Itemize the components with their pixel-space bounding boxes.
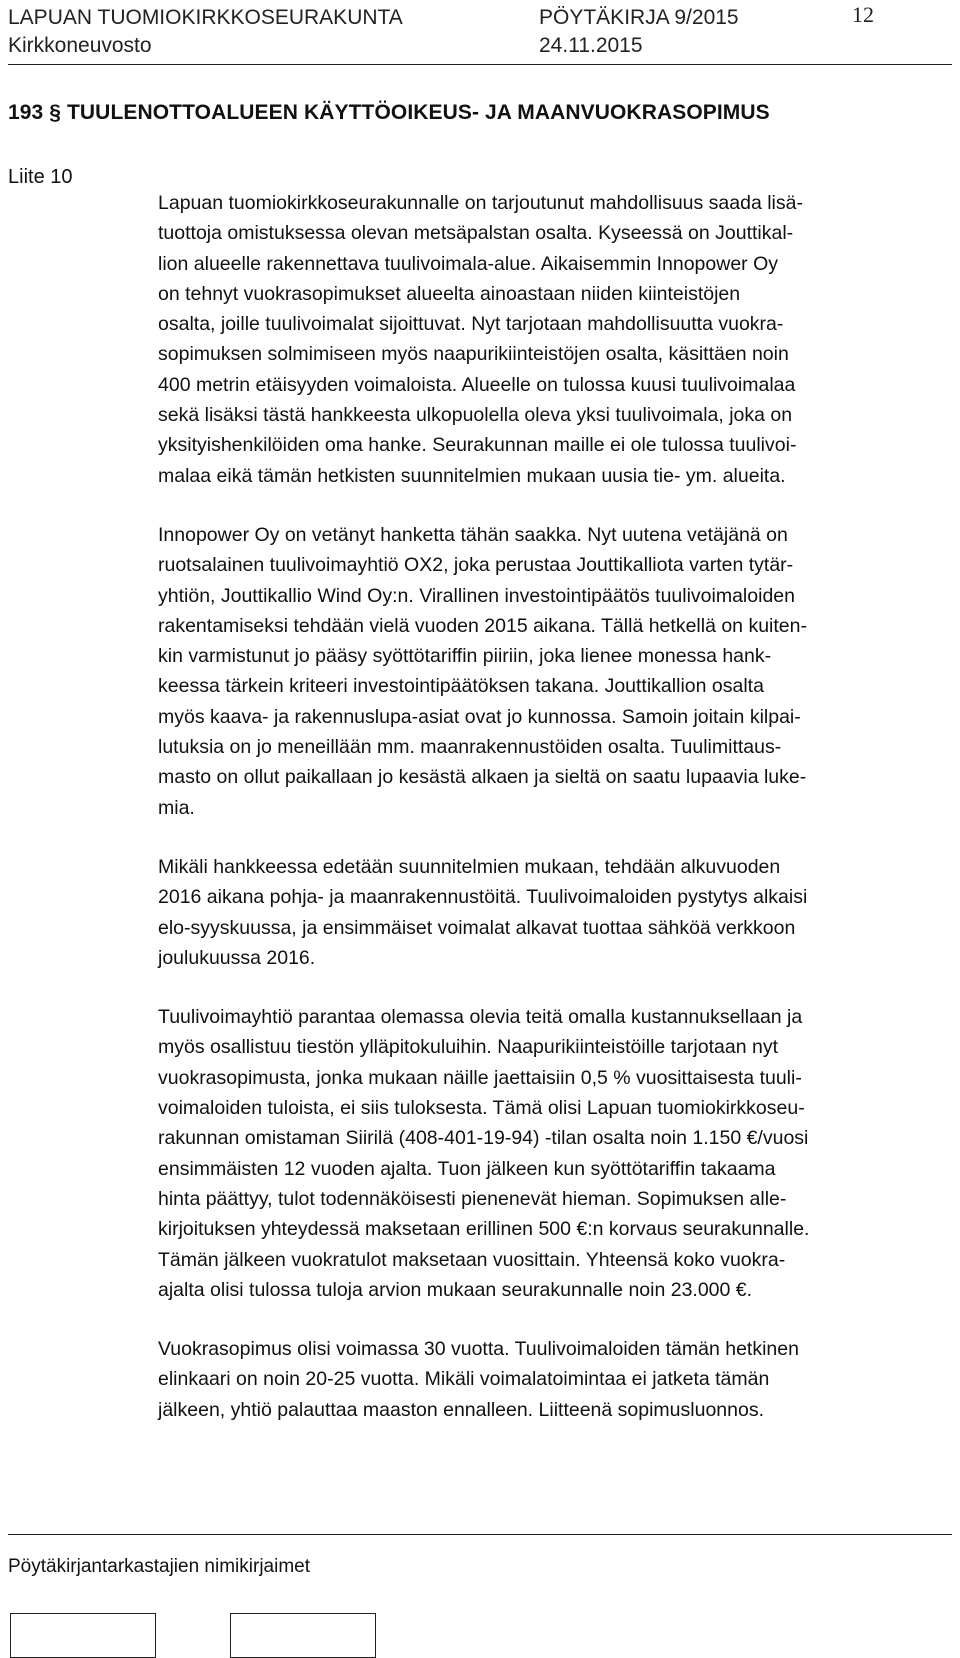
paragraph-5	[158, 1334, 948, 1425]
footer-divider	[8, 1534, 952, 1535]
text-line: rakunnan omistaman Siirilä (408-401-19-94) -tilan osalta noin 1.150 €/vuosi	[158, 1127, 809, 1150]
text-line: elo-syyskuussa, ja ensimmäiset voimalat alkavat tuottaa sähköä verkkoon	[158, 916, 796, 939]
text-line: vuokrasopimusta, jonka mukaan näille jaettaisiin 0,5 % vuosittaisesta tuuli-	[158, 1066, 802, 1089]
text-line: kin varmistunut jo pääsy syöttötariffin piiriin, joka lienee monessa hank-	[158, 645, 772, 668]
text-line: kirjoituksen yhteydessä maksetaan erillinen 500 €:n korvaus seurakunnalle.	[158, 1218, 810, 1241]
paragraph-4	[158, 1002, 948, 1305]
footer-signature-label: Pöytäkirjantarkastajien nimikirjaimet	[8, 1556, 310, 1577]
text-line: voimaloiden tuloista, ei siis tuloksesta. Tämä olisi Lapuan tuomiokirkkoseu-	[158, 1097, 805, 1120]
signature-box-2	[230, 1613, 376, 1658]
paragraph-3	[158, 852, 948, 973]
text-line: 400 metrin etäisyyden voimaloista. Alueelle on tulossa kuusi tuulivoimalaa	[158, 373, 796, 396]
header-document: PÖYTÄKIRJA 9/2015	[539, 6, 739, 29]
text-line: ensimmäisten 12 vuoden ajalta. Tuon jälkeen kun syöttötariffin takaama	[158, 1157, 776, 1180]
header-divider	[8, 64, 952, 65]
text-line: osalta, joille tuulivoimalat sijoittuvat. Nyt tarjotaan mahdollisuutta vuokra-	[158, 313, 784, 336]
text-line: malaa eikä tämän hetkisten suunnitelmien mukaan uusia tie- ym. alueita.	[158, 464, 786, 487]
text-line: ajalta olisi tulossa tuloja arvion mukaan seurakunnalle noin 23.000 €.	[158, 1278, 753, 1301]
text-line: sopimuksen solmimiseen myös naapurikiinteistöjen osalta, käsittäen noin	[158, 343, 789, 366]
signature-box-1	[10, 1613, 156, 1658]
text-line: myös kaava- ja rakennuslupa-asiat ovat jo kunnossa. Samoin joitain kilpai-	[158, 705, 801, 728]
text-line: mia.	[158, 796, 195, 819]
text-line: sekä lisäksi tästä hankkeesta ulkopuolella oleva yksi tuulivoimala, joka on	[158, 404, 793, 427]
text-line: Innopower Oy on vetänyt hanketta tähän saakka. Nyt uutena vetäjänä on	[158, 523, 788, 546]
page-number: 12	[852, 2, 874, 27]
text-line: jälkeen, yhtiö palauttaa maaston ennalleen. Liitteenä sopimusluonnos.	[158, 1398, 764, 1421]
text-line: hinta päättyy, tulot todennäköisesti pienenevät hieman. Sopimuksen alle-	[158, 1187, 787, 1210]
text-line: lutuksia on jo meneillään mm. maanrakennustöiden osalta. Tuulimittaus-	[158, 736, 782, 759]
text-line: 2016 aikana pohja- ja maanrakennustöitä. Tuulivoimaloiden pystytys alkaisi	[158, 886, 808, 909]
text-line: myös osallistuu tiestön ylläpitokuluihin. Naapurikiinteistöille tarjotaan nyt	[158, 1036, 778, 1059]
paragraph-1	[158, 188, 948, 491]
header-date: 24.11.2015	[539, 34, 643, 57]
document-body	[158, 188, 948, 1454]
text-line: elinkaari on noin 20-25 vuotta. Mikäli voimalatoimintaa ei jatketa tämän	[158, 1368, 770, 1391]
text-line: masto on ollut paikallaan jo kesästä alkaen ja sieltä on saatu lupaavia luke-	[158, 766, 807, 789]
text-line: on tehnyt vuokrasopimukset alueelta ainoastaan niiden kiinteistöjen	[158, 282, 741, 305]
text-line: yhtiön, Jouttikallio Wind Oy:n. Virallinen investointipäätös tuulivoimaloiden	[158, 584, 795, 607]
text-line: rakentamiseksi tehdään vielä vuoden 2015 aikana. Tällä hetkellä on kuiten-	[158, 614, 807, 637]
text-line: Vuokrasopimus olisi voimassa 30 vuotta. Tuulivoimaloiden tämän hetkinen	[158, 1338, 799, 1361]
section-title: 193 § TUULENOTTOALUEEN KÄYTTÖOIKEUS- JA MAANVUOKRASOPIMUS	[8, 101, 770, 124]
text-line: Tuulivoimayhtiö parantaa olemassa olevia teitä omalla kustannuksellaan ja	[158, 1006, 803, 1029]
text-line: Tämän jälkeen vuokratulot maksetaan vuosittain. Yhteensä koko vuokra-	[158, 1248, 786, 1271]
text-line: keessa tärkein kriteeri investointipäätöksen takana. Jouttikallion osalta	[158, 675, 764, 698]
text-line: tuottoja omistuksessa olevan metsäpalstan osalta. Kyseessä on Jouttikal-	[158, 222, 794, 245]
text-line: Lapuan tuomiokirkkoseurakunnalle on tarjoutunut mahdollisuus saada lisä-	[158, 192, 803, 214]
text-line: Mikäli hankkeessa edetään suunnitelmien mukaan, tehdään alkuvuoden	[158, 855, 781, 878]
text-line: ruotsalainen tuulivoimayhtiö OX2, joka perustaa Jouttikalliota varten tytär-	[158, 554, 794, 577]
text-line: yksityishenkilöiden oma hanke. Seurakunnan maille ei ole tulossa tuulivoi-	[158, 434, 797, 457]
header-organization: LAPUAN TUOMIOKIRKKOSEURAKUNTA	[8, 6, 403, 29]
text-line: lion alueelle rakennettava tuulivoimala-alue. Aikaisemmin Innopower Oy	[158, 252, 779, 275]
text-line: joulukuussa 2016.	[158, 946, 316, 969]
paragraph-2	[158, 520, 948, 823]
header-body: Kirkkoneuvosto	[8, 34, 152, 57]
attachment-reference: Liite 10	[8, 166, 73, 188]
